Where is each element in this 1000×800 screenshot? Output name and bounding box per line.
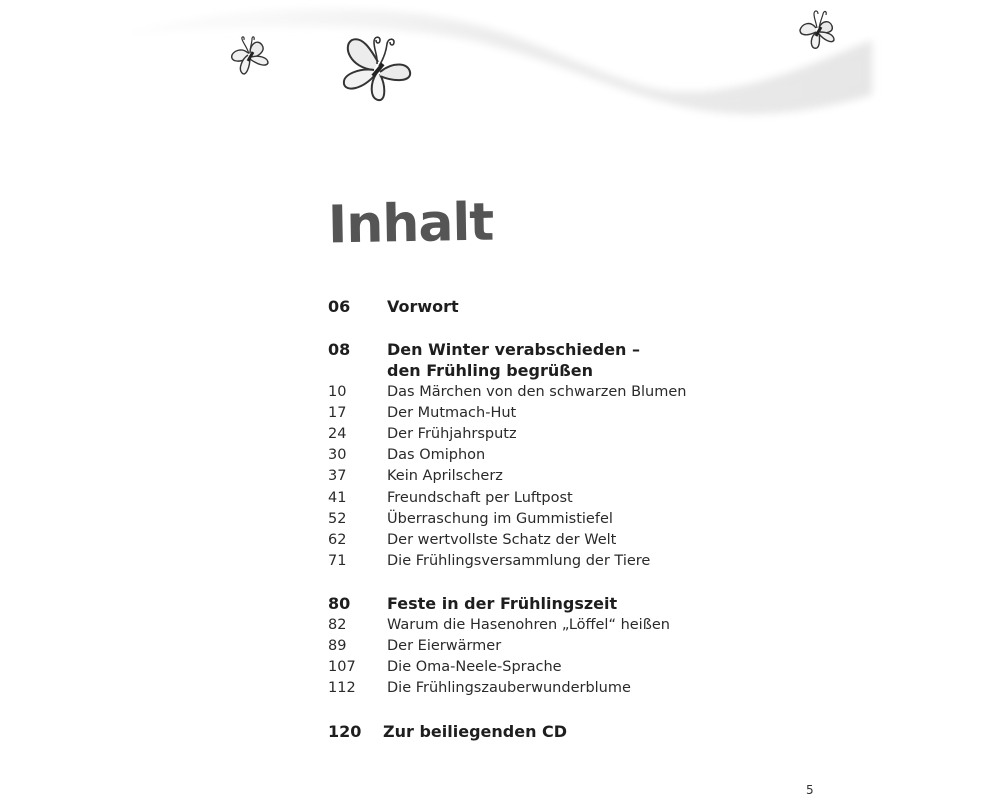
entry-title: Der Eierwärmer (387, 638, 502, 655)
toc-entry[interactable] (328, 678, 748, 699)
entry-title: Die Frühlingszauberwunderblume (387, 680, 631, 697)
chapter-page-number: 06 (328, 297, 351, 316)
toc-entry[interactable] (328, 424, 748, 445)
entry-title: Freundschaft per Luftpost (387, 489, 573, 506)
toc-entry[interactable] (328, 488, 748, 509)
entry-title: Die Oma-Neele-Sprache (387, 659, 562, 676)
entry-page-number: 62 (328, 531, 347, 548)
toc-entry[interactable] (328, 445, 748, 466)
toc-chapter-vorwort[interactable] (328, 296, 748, 318)
entry-page-number: 37 (328, 468, 347, 485)
chapter-title: Feste in der Frühlingszeit (387, 594, 618, 614)
entry-page-number: 10 (328, 383, 347, 400)
entry-page-number: 71 (328, 553, 347, 570)
entry-title: Überraschung im Gummistiefel (387, 510, 613, 527)
entry-title: Die Frühlingsversammlung der Tiere (387, 553, 651, 570)
chapter-page-number: 08 (328, 339, 351, 359)
entry-page-number: 112 (328, 680, 356, 697)
toc-entry[interactable] (328, 657, 748, 678)
toc-entry[interactable] (328, 382, 748, 403)
table-of-contents (328, 296, 748, 742)
entry-title: Kein Aprilscherz (387, 468, 503, 485)
entry-page-number: 17 (328, 404, 347, 421)
butterfly-icon (340, 28, 416, 104)
toc-entry[interactable] (328, 403, 748, 424)
butterfly-icon (228, 33, 272, 79)
chapter-title-line1: Den Winter verabschieden – (387, 339, 640, 359)
page-number: 5 (806, 783, 814, 797)
toc-entry[interactable] (328, 636, 748, 657)
toc-entry[interactable] (328, 615, 748, 636)
chapter-page-number: 120 (328, 721, 362, 741)
entry-title: Der Frühjahrsputz (387, 425, 517, 442)
page-title (327, 192, 494, 256)
entry-page-number: 107 (328, 659, 356, 676)
entry-title: Der wertvollste Schatz der Welt (387, 531, 617, 548)
butterfly-icon (796, 8, 840, 52)
chapter-title: Zur beiliegenden CD (383, 721, 568, 741)
toc-chapter-cd[interactable] (328, 721, 748, 743)
entry-page-number: 41 (328, 489, 347, 506)
toc-entry[interactable] (328, 551, 748, 572)
entry-title: Warum die Hasenohren „Löffel“ heißen (387, 616, 670, 633)
entry-title: Das Omiphon (387, 447, 486, 464)
toc-entry[interactable] (328, 530, 748, 551)
page-title-text: Inhalt (327, 192, 494, 256)
toc-chapter-feste[interactable] (328, 593, 748, 615)
entry-page-number: 82 (328, 616, 347, 633)
chapter-page-number: 80 (328, 594, 351, 614)
entry-page-number: 52 (328, 510, 347, 527)
toc-chapter-winter[interactable] (328, 339, 748, 382)
entry-page-number: 24 (328, 425, 347, 442)
decorative-wave (0, 0, 1000, 150)
entry-title: Der Mutmach-Hut (387, 404, 517, 421)
entry-page-number: 89 (328, 638, 347, 655)
chapter-title-line2: den Frühling begrüßen (387, 361, 594, 380)
toc-entry[interactable] (328, 466, 748, 487)
toc-entry[interactable] (328, 509, 748, 530)
entry-page-number: 30 (328, 447, 347, 464)
entry-title: Das Märchen von den schwarzen Blumen (387, 383, 687, 400)
chapter-title: Vorwort (387, 297, 459, 316)
